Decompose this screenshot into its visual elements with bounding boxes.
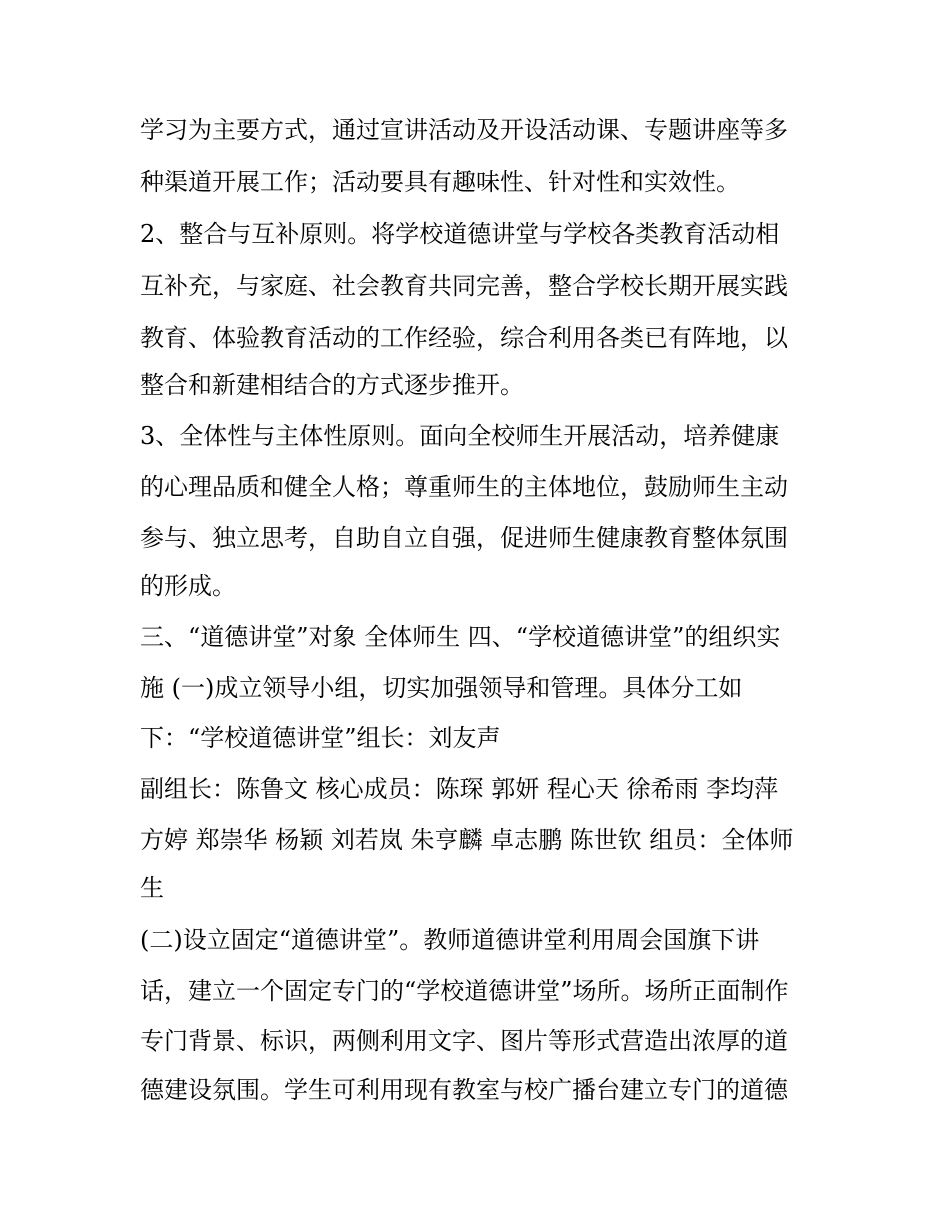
text-line: 互补充，与家庭、社会教育共同完善，整合学校长期开展实践 xyxy=(140,272,788,300)
text-line: 专门背景、标识，两侧利用文字、图片等形式营造出浓厚的道 xyxy=(140,1027,788,1055)
text-line: (二)设立固定“道德讲堂”。教师道德讲堂利用周会国旗下讲 xyxy=(140,926,760,954)
text-line: 的形成。 xyxy=(140,572,236,600)
text-line: 参与、独立思考，自助自立自强，促进师生健康教育整体氛围 xyxy=(140,524,788,552)
text-line: 方婷 郑崇华 杨颖 刘若岚 朱亨麟 卓志鹏 陈世钦 组员：全体师 xyxy=(140,826,794,854)
text-line: 生 xyxy=(140,874,164,902)
text-line: 德建设氛围。学生可利用现有教室与校广播台建立专门的道德 xyxy=(140,1076,788,1104)
text-line: 下：“学校道德讲堂”组长：刘友声 xyxy=(140,724,501,752)
text-line: 学习为主要方式，通过宣讲活动及开设活动课、专题讲座等多 xyxy=(140,116,788,144)
text-line: 2、整合与互补原则。将学校道德讲堂与学校各类教育活动相 xyxy=(140,220,780,248)
text-line: 种渠道开展工作；活动要具有趣味性、针对性和实效性。 xyxy=(140,168,740,196)
text-line: 3、全体性与主体性原则。面向全校师生开展活动，培养健康 xyxy=(140,422,780,450)
text-line: 三、“道德讲堂”对象 全体师生 四、“学校道德讲堂”的组织实 xyxy=(140,623,781,651)
text-line: 教育、体验教育活动的工作经验，综合利用各类已有阵地，以 xyxy=(140,324,788,352)
text-line: 的心理品质和健全人格；尊重师生的主体地位，鼓励师生主动 xyxy=(140,473,788,501)
text-line: 话，建立一个固定专门的“学校道德讲堂”场所。场所正面制作 xyxy=(140,977,789,1005)
text-line: 整合和新建相结合的方式逐步推开。 xyxy=(140,371,524,399)
text-line: 施 (一)成立领导小组，切实加强领导和管理。具体分工如 xyxy=(140,674,743,702)
text-line: 副组长：陈鲁文 核心成员：陈琛 郭妍 程心天 徐希雨 李均萍 xyxy=(140,775,779,803)
